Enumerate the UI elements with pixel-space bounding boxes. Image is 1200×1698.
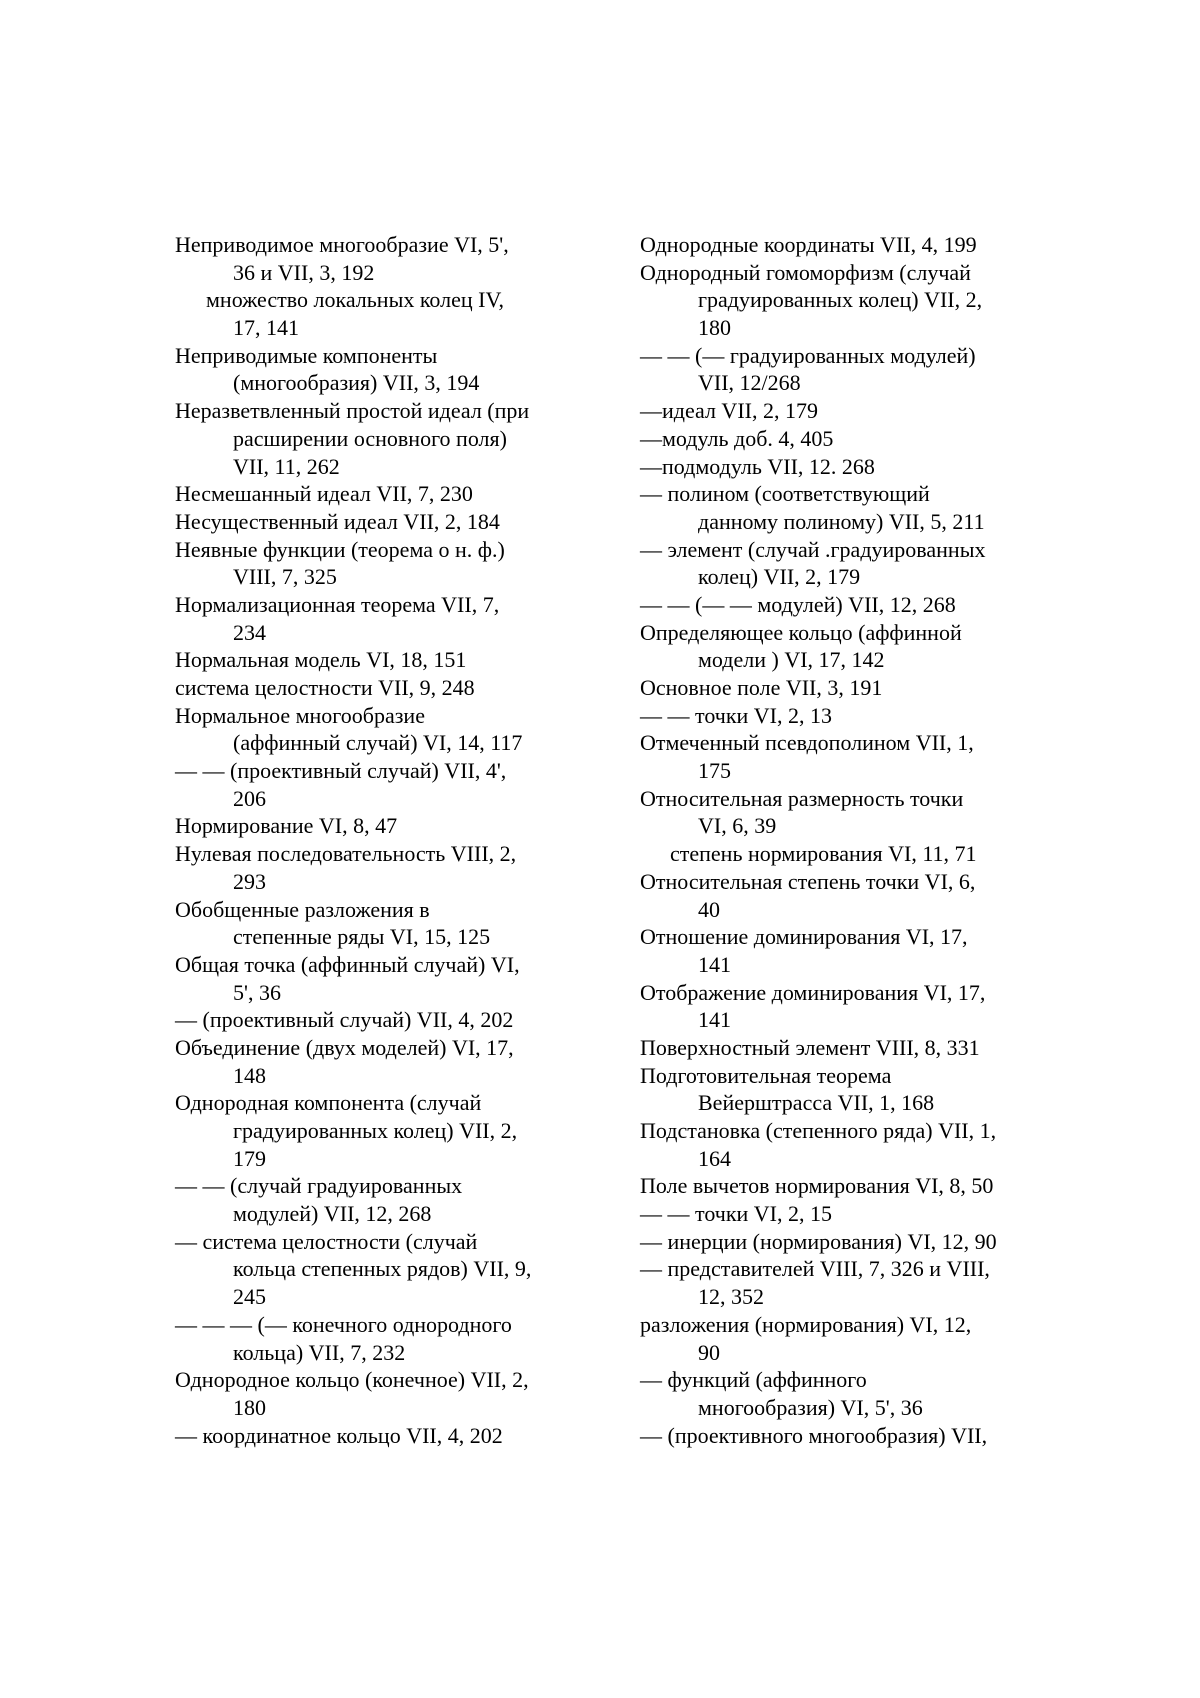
index-entry-continuation: данному полиному) VII, 5, 211 [698,508,985,534]
index-entry-continuation: 234 [233,619,266,645]
index-entry-continuation: кольца) VII, 7, 232 [233,1339,406,1365]
index-entry-continuation: 40 [698,896,720,922]
index-entry-continuation: VII, 11, 262 [233,453,340,479]
index-entry-continuation: 180 [233,1394,266,1420]
index-entry: Поверхностный элемент VIII, 8, 331 [640,1034,980,1060]
index-column-left [175,231,600,1449]
index-entry: Подстановка (степенного ряда) VII, 1, [640,1118,997,1143]
index-entry: Неявные функции (теорема о н. ф.) [175,536,505,562]
index-entry: —модуль доб. 4, 405 [640,425,834,451]
index-entry-continuation: 36 и VII, 3, 192 [233,259,375,285]
index-entry: Относительная степень точки VI, 6, [640,868,976,894]
index-entry: Нормальная модель VI, 18, 151 [175,647,467,673]
index-entry: Однородная компонента (случай [175,1090,482,1116]
index-entry-continuation: 5', 36 [233,979,281,1005]
index-entry: Отмеченный псевдополином VII, 1, [640,730,974,756]
index-entry-continuation: VI, 6, 39 [698,813,777,839]
index-entry: Подготовительная теорема [640,1062,892,1088]
index-entry-continuation: 293 [233,868,266,894]
index-entry: — — (проективный случай) VII, 4', [175,758,507,784]
index-entry: — — точки VI, 2, 15 [640,1201,832,1227]
index-entry: Отображение доминирования VI, 17, [640,979,986,1005]
index-entry: — — (случай градуированных [175,1173,463,1199]
index-entry-continuation: 90 [698,1339,720,1365]
index-entry: Неразветвленный простой идеал (при [175,398,530,424]
index-entry-continuation: кольца степенных рядов) VII, 9, [233,1256,532,1282]
index-entry: степень нормирования VI, 11, 71 [670,841,977,867]
index-entry-continuation: (многообразия) VII, 3, 194 [233,370,480,396]
index-entry-continuation: VII, 12/268 [698,370,801,396]
index-entry: — функций (аффинного [640,1367,867,1393]
index-entry: Определяющее кольцо (аффинной [640,619,962,645]
index-entry: — элемент (случай .градуированных [640,536,986,562]
index-entry: — система целостности (случай [175,1228,478,1254]
index-entry-continuation: 175 [698,758,731,784]
index-entry: Однородное кольцо (конечное) VII, 2, [175,1367,529,1393]
index-entry: Относительная размерность точки [640,785,964,811]
index-entry-continuation: 245 [233,1284,266,1310]
index-entry: Однородный гомоморфизм (случай [640,259,971,285]
index-entry: —подмодуль VII, 12. 268 [640,453,875,479]
index-entry-continuation: 12, 352 [698,1284,764,1310]
index-entry-continuation: модели ) VI, 17, 142 [698,647,885,673]
index-entry-continuation: 164 [698,1145,731,1171]
index-entry-continuation: Вейерштрасса VII, 1, 168 [698,1090,935,1116]
index-entry-continuation: 206 [233,785,266,811]
index-entry-continuation: (аффинный случай) VI, 14, 117 [233,730,523,756]
index-entry: Нормализационная теорема VII, 7, [175,591,500,617]
index-entry: — — (— — модулей) VII, 12, 268 [640,591,956,617]
index-entry-continuation: 180 [698,315,731,341]
index-entry-continuation: модулей) VII, 12, 268 [233,1201,432,1227]
index-column-right [640,231,1060,1449]
index-entry: Отношение доминирования VI, 17, [640,924,968,950]
index-entry: Нормирование VI, 8, 47 [175,813,398,839]
index-entry: Несущественный идеал VII, 2, 184 [175,508,500,534]
index-entry-continuation: 148 [233,1062,266,1088]
index-entry-continuation: колец) VII, 2, 179 [698,564,861,590]
index-entry: множество локальных колец IV, [206,287,505,313]
index-entry: система целостности VII, 9, 248 [175,675,475,700]
index-entry: — инерции (нормирования) VI, 12, 90 [640,1228,997,1254]
index-entry: Неприводимое многообразие VI, 5', [175,232,509,257]
index-entry-continuation: градуированных колец) VII, 2, [233,1118,518,1143]
index-entry: Нулевая последовательность VIII, 2, [175,841,517,867]
index-entry-continuation: степенные ряды VI, 15, 125 [233,924,491,950]
index-entry: — — — (— конечного однородного [175,1311,512,1337]
index-entry: — — (— градуированных модулей) [640,342,976,368]
index-entry: — полином (соответствующий [640,481,930,507]
index-entry-continuation: 17, 141 [233,315,299,341]
index-entry-continuation: градуированных колец) VII, 2, [698,287,983,313]
index-entry: — (проективный случай) VII, 4, 202 [175,1007,514,1033]
index-entry: — представителей VIII, 7, 326 и VIII, [640,1256,990,1282]
index-entry-continuation: 141 [698,951,731,977]
index-entry: Основное поле VII, 3, 191 [640,675,883,700]
index-entry: разложения (нормирования) VI, 12, [640,1311,972,1337]
index-entry-continuation: 179 [233,1145,266,1171]
index-entry-continuation: 141 [698,1007,731,1033]
index-entry-continuation: многообразия) VI, 5', 36 [698,1394,923,1420]
index-entry-continuation: VIII, 7, 325 [233,564,337,590]
index-entry-continuation: расширении основного поля) [233,425,507,451]
index-entry: — координатное кольцо VII, 4, 202 [175,1422,503,1448]
index-entry: Нормальное многообразие [175,702,425,728]
index-entry: —идеал VII, 2, 179 [640,398,818,424]
index-entry: Общая точка (аффинный случай) VI, [175,951,520,977]
index-entry: Объединение (двух моделей) VI, 17, [175,1034,514,1060]
index-entry: Обобщенные разложения в [175,896,430,922]
index-entry: — — точки VI, 2, 13 [640,702,832,728]
index-entry: Неприводимые компоненты [175,342,438,368]
index-entry: Несмешанный идеал VII, 7, 230 [175,481,473,507]
index-entry: Однородные координаты VII, 4, 199 [640,232,977,257]
index-entry: Поле вычетов нормирования VI, 8, 50 [640,1173,994,1199]
index-entry: — (проективного многообразия) VII, [640,1422,988,1448]
